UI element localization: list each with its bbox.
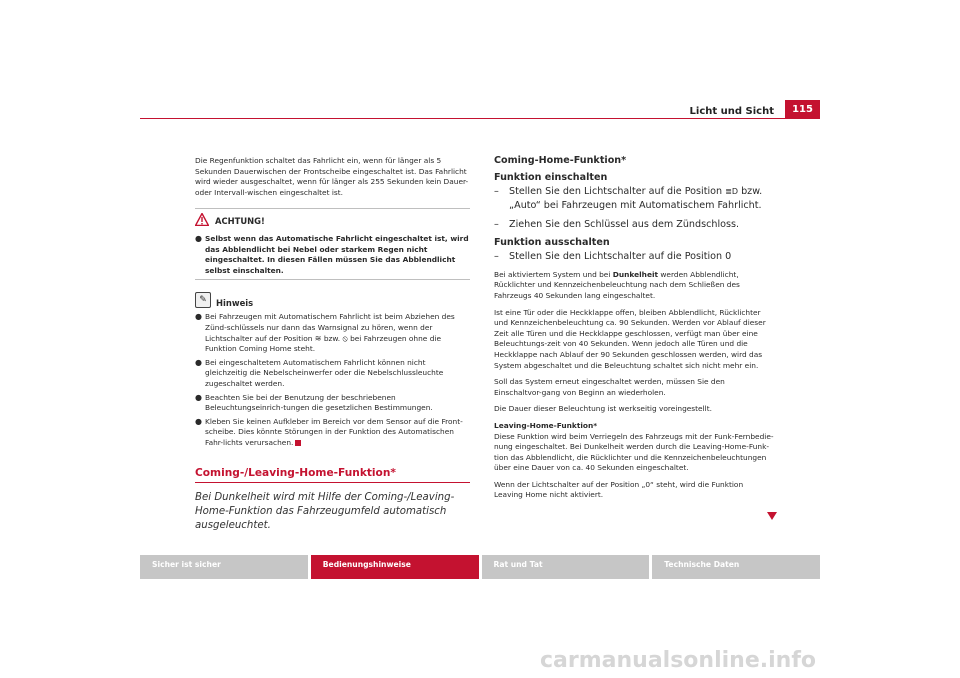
leaving-home-title: Leaving-Home-Funktion* [494,420,598,430]
step-item: – Ziehen Sie den Schlüssel aus dem Zündschloss. [494,219,740,231]
warning-triangle-icon [195,213,209,229]
parking-light-icon: ⦸ [342,333,348,343]
bullet-icon: ● [195,233,202,243]
warning-text: ● Selbst wenn das Automatische Fahrlicht eingeschaltet ist, wird das Abblendlicht bei Nebel oder starkem Regen nicht eingeschaltet. In diesen Fällen müssen Sie das Abblendlicht selbst einschalten. [195,234,470,280]
watermark: carmanualsonline.info [540,648,816,673]
right-column [494,156,774,507]
note-title: Hinweis [216,297,254,308]
section-intro: Bei Dunkelheit wird mit Hilfe der Coming-/Leaving-Home-Funktion das Fahrzeugumfeld automatisch ausgeleuchtet. [195,492,455,532]
left-column [195,156,470,533]
switch-on-title: Funktion einschalten [494,171,608,183]
bullet-icon: ● [195,392,202,402]
intro-paragraph: Die Regenfunktion schaltet das Fahrlicht ein, wenn für länger als 5 Sekunden Dauerwischen der Frontscheibe eingeschaltet ist. Das Fahrlicht wird wieder ausgeschaltet, wenn für länger als 255 Sekunden kein Dauer- oder Intervall-wischen eingeschaltet ist. [195,156,469,197]
low-beam-icon: ≣D [725,187,739,197]
footer-nav [140,555,820,579]
paragraph: Ist eine Tür oder die Heckklappe offen, bleiben Abblendlicht, Rücklichter und Kennzeichenbeleuchtung ca. 90 Sekunden. Werden vor Ablauf dieser Zeit alle Türen und die Heckklappe geschlossen, verfügt man über eine Beleuchtungs-zeit von 40 Sekunden. Wenn jedoch alle Türen und die Heckklappe nach Ablauf der 90 Sekunden geschlossen werden, wird das System abgeschaltet und die Beleuchtung schaltet sich nicht mehr ein. [494,307,766,370]
coming-home-title: Coming-Home-Funktion* [494,155,627,166]
bullet-icon: ● [195,312,202,322]
note-item: ● Bei Fahrzeugen mit Automatischem Fahrlicht ist beim Abziehen des Zünd-schlüssels nur dann das Warnsignal zu hören, wenn der Lichtschalter auf der Position ≋ bzw. ⦸ bei Fahrzeugen ohne die Funktion Coming Home steht. [195,312,455,354]
page-title: Licht und Sicht [689,106,774,117]
bullet-icon: ● [195,357,202,367]
end-marker-icon [295,440,301,446]
note-item: ● Kleben Sie keinen Aufkleber im Bereich vor dem Sensor auf die Front-scheibe. Dies könnte Störungen in der Funktion des Automatischen Fahr-lichts verursachen. [195,416,463,447]
footer-tab-technical[interactable]: Technische Daten [652,555,820,579]
paragraph: Soll das System erneut eingeschaltet werden, müssen Sie den Einschaltvor-gang von Beginn an wiederholen. [494,377,725,397]
header-rule [140,118,820,119]
section-title: Coming-/Leaving-Home-Funktion* [195,468,470,483]
footer-tab-operating[interactable]: Bedienungshinweise [311,555,479,579]
step-item: – Stellen Sie den Lichtschalter auf die Position 0 [494,251,732,263]
note-icon: ✎ [195,292,211,308]
paragraph: Bei aktiviertem System und bei Dunkelheit werden Abblendlicht, Rücklichter und Kennzeichenbeleuchtung nach dem Schließen des Fahrzeugs 40 Sekunden lang eingeschaltet. [494,269,740,300]
bullet-icon: ● [195,416,202,426]
note-item: ● Bei eingeschaltetem Automatischem Fahrlicht können nicht gleichzeitig die Nebelscheinwerfer oder die Nebelschlussleuchte zugeschaltet werden. [195,357,444,388]
paragraph: Diese Funktion wird beim Verriegeln des Fahrzeugs mit der Funk-Fernbedie-nung eingeschaltet. Bei Dunkelheit werden durch die Leaving-Home-Funk-tion das Abblendlicht, die Rücklichter und die Kennzeichenbeleuchtungen über eine Dauer von ca. 40 Sekunden eingeschaltet. [494,431,774,473]
warning-title: ACHTUNG! [215,215,265,226]
note-item: ● Beachten Sie bei der Benutzung der beschriebenen Beleuchtungseinrich-tungen die gesetzlichen Bestimmungen. [195,392,433,413]
switch-off-title: Funktion ausschalten [494,236,610,248]
light-switch-auto-icon: ≋ [314,333,322,343]
paragraph: Die Dauer dieser Beleuchtung ist werkseitig voreingestellt. [494,404,712,414]
paragraph: Wenn der Lichtschalter auf der Position „0“ steht, wird die Funktion Leaving Home nicht aktiviert. [494,479,744,500]
warning-box [195,208,470,280]
footer-tab-tips[interactable]: Rat und Tat [482,555,650,579]
step-item: – Stellen Sie den Lichtschalter auf die Position ≣D bzw. „Auto“ bei Fahrzeugen mit Automatischem Fahrlicht. [494,186,763,211]
page-number: 115 [785,100,820,119]
footer-tab-safety[interactable]: Sicher ist sicher [140,555,308,579]
note-header [195,292,470,308]
continue-arrow-icon [767,512,777,520]
